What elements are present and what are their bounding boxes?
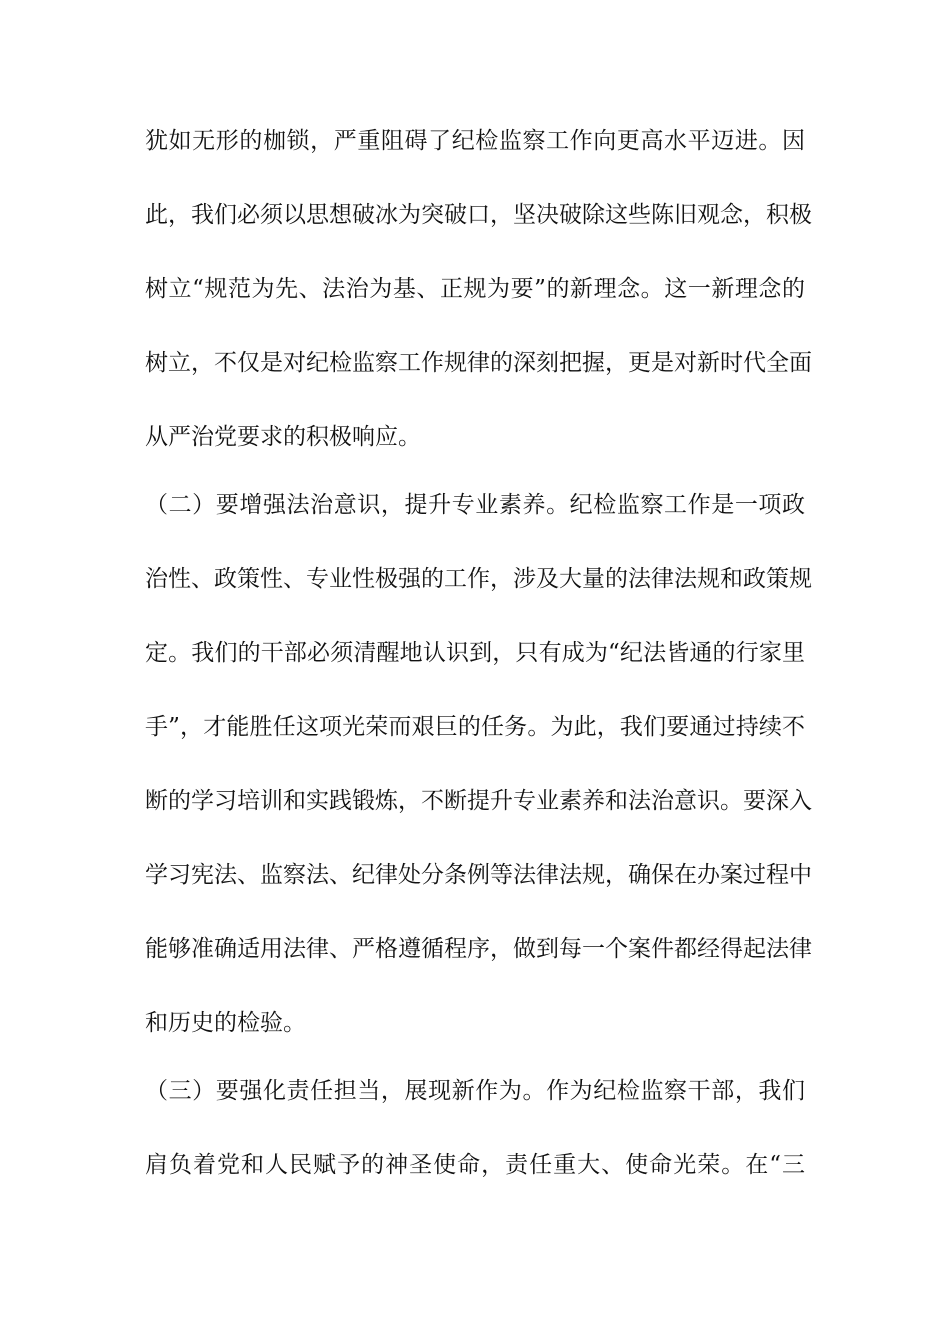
text-line: 从严治党要求的积极响应。 xyxy=(145,424,421,450)
text-line: 树立“规范为先、法治为基、正规为要”的新理念。这一新理念的 xyxy=(145,276,805,302)
text-line: 此，我们必须以思想破冰为突破口，坚决破除这些陈旧观念，积极 xyxy=(145,202,812,228)
text-line: 学习宪法、监察法、纪律处分条例等法律法规，确保在办案过程中 xyxy=(145,862,812,888)
text-line: 治性、政策性、专业性极强的工作，涉及大量的法律法规和政策规 xyxy=(145,566,812,592)
text-line: 断的学习培训和实践锻炼，不断提升专业素养和法治意识。要深入 xyxy=(145,788,812,814)
text-line: 犹如无形的枷锁，严重阻碍了纪检监察工作向更高水平迈进。因 xyxy=(145,128,805,154)
text-line: （二）要增强法治意识，提升专业素养。纪检监察工作是一项政 xyxy=(145,492,805,518)
text-line: （三）要强化责任担当，展现新作为。作为纪检监察干部，我们 xyxy=(145,1078,805,1104)
text-line: 能够准确适用法律、严格遵循程序，做到每一个案件都经得起法律 xyxy=(145,936,812,962)
text-line: 手”，才能胜任这项光荣而艰巨的任务。为此，我们要通过持续不 xyxy=(145,714,805,740)
text-line: 树立，不仅是对纪检监察工作规律的深刻把握，更是对新时代全面 xyxy=(145,350,812,376)
text-line: 和历史的检验。 xyxy=(145,1010,306,1036)
text-line: 定。我们的干部必须清醒地认识到，只有成为“纪法皆通的行家里 xyxy=(145,640,805,666)
text-line: 肩负着党和人民赋予的神圣使命，责任重大、使命光荣。在“三 xyxy=(145,1152,805,1178)
